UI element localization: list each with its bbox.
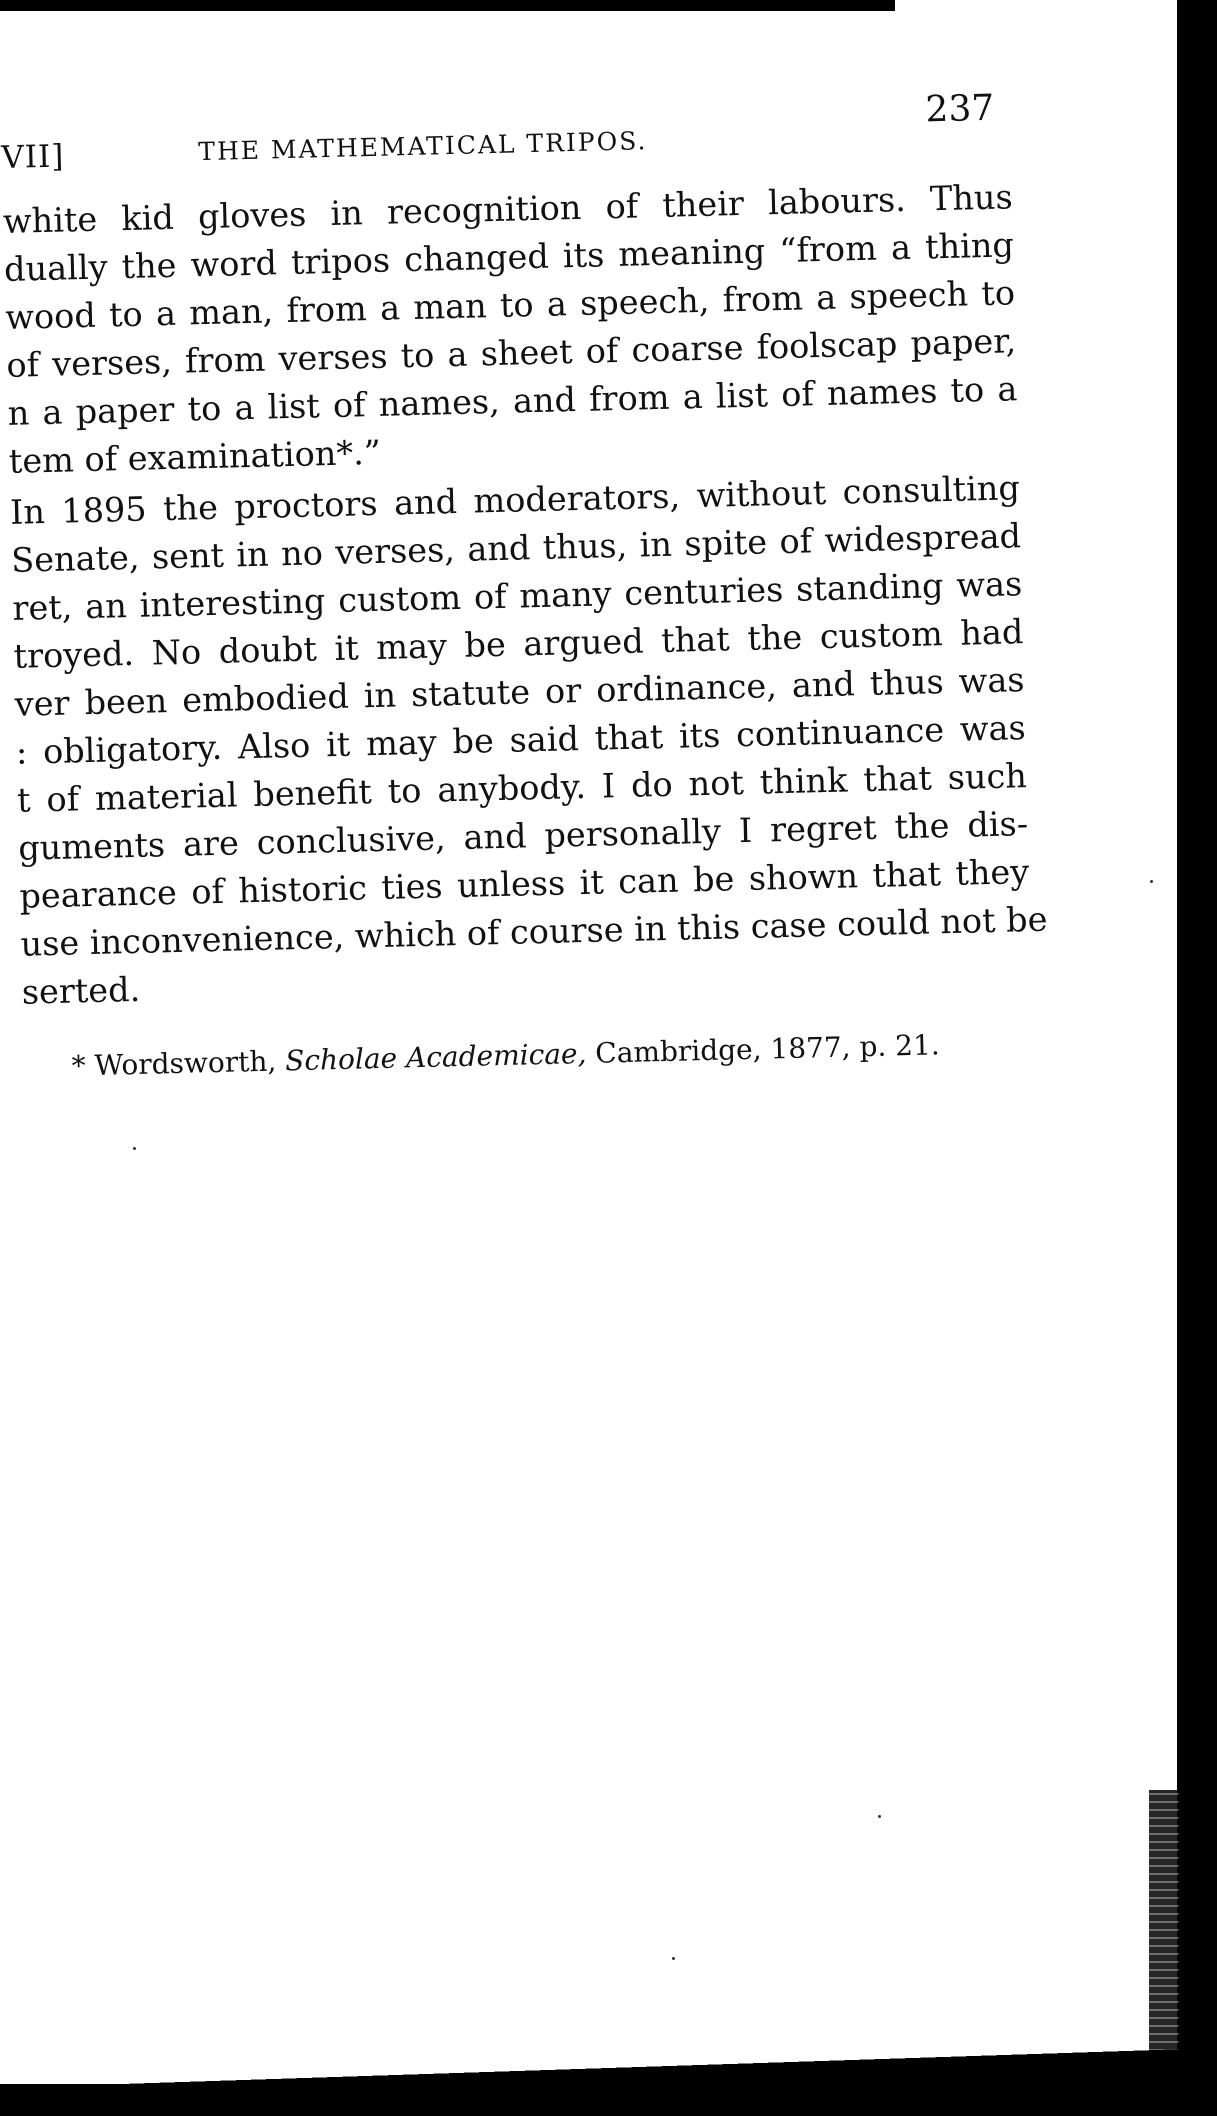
text-line: wood to a man, from a man to a speech, from a speech to xyxy=(4,273,1016,337)
footnote-rest: Cambridge, 1877, p. 21. xyxy=(594,1028,941,1070)
text-line: ver been embodied in statute or ordinance, and thus was xyxy=(14,660,1025,724)
text-line: t of material benefit to anybody. I do not think that such xyxy=(16,756,1028,820)
scan-border-bottom xyxy=(0,2084,1217,2116)
scan-speck xyxy=(672,1957,675,1960)
page-header xyxy=(0,75,1011,176)
scan-border-top xyxy=(0,0,895,11)
text-line: white kid gloves in recognition of their labours. Thus xyxy=(2,177,1014,241)
scan-border-bottom-wedge xyxy=(0,2048,1217,2088)
text-line: guments are conclusive, and personally I regret the dis- xyxy=(17,804,1029,868)
body-text xyxy=(2,173,1048,1016)
text-line: serted. xyxy=(21,969,141,1012)
text-line: Senate, sent in no verses, and thus, in spite of widespread xyxy=(10,516,1022,580)
book-page xyxy=(0,75,1048,1083)
page-number: 237 xyxy=(925,87,995,131)
text-line: ret, an interesting custom of many centuries standing was xyxy=(11,564,1023,628)
text-line: n a paper to a list of names, and from a list of names to a xyxy=(7,369,1018,433)
scan-speck xyxy=(1150,880,1153,883)
paragraph xyxy=(9,464,1048,1017)
text-line: troyed. No doubt it may be argued that the custom had xyxy=(13,612,1024,676)
scan-speck xyxy=(133,1147,136,1150)
text-line: pearance of historic ties unless it can be shown that they xyxy=(18,852,1030,916)
scan-speck xyxy=(878,1815,881,1818)
page-edge-fringe xyxy=(1149,1790,1179,2090)
paragraph xyxy=(2,173,1019,486)
text-line: of verses, from verses to a sheet of coarse foolscap paper, xyxy=(6,321,1017,385)
text-line: In 1895 the proctors and moderators, without consulting xyxy=(9,468,1021,532)
text-line: : obligatory. Also it may be said that its continuance was xyxy=(15,708,1027,772)
chapter-marker: VII] xyxy=(0,138,65,176)
running-title: THE MATHEMATICAL TRIPOS. xyxy=(197,126,648,167)
footnote xyxy=(71,1026,1034,1082)
footnote-marker: * xyxy=(71,1049,87,1083)
scan-border-right xyxy=(1177,0,1217,2116)
footnote-author: Wordsworth, xyxy=(94,1044,277,1082)
text-line: use inconvenience, which of course in this case could not be xyxy=(20,899,1048,964)
text-line: tem of examination*.” xyxy=(8,432,382,481)
footnote-title: Scholae Academicae, xyxy=(284,1036,587,1078)
text-line: dually the word tripos changed its meaning “from a thing xyxy=(3,225,1015,289)
